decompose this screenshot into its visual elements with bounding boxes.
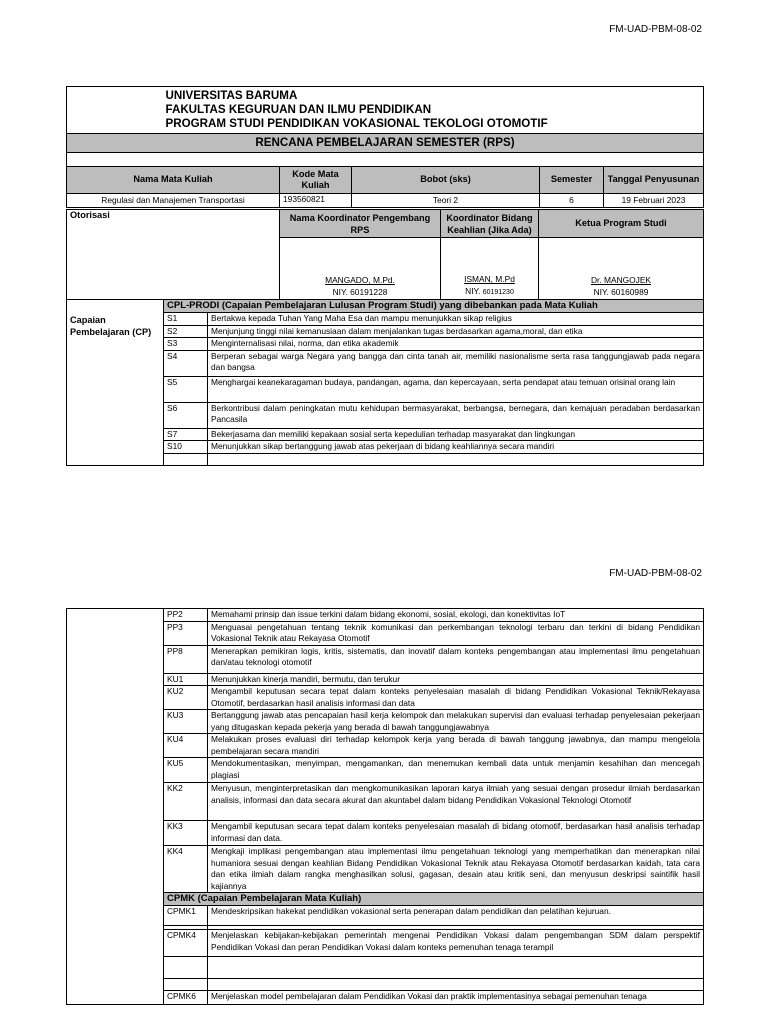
course-weight: Teori 2 bbox=[352, 194, 540, 208]
niy-label: NIY. bbox=[593, 286, 609, 297]
cp-table-continued bbox=[66, 608, 704, 1005]
role-program-head: Ketua Program Studi bbox=[539, 210, 704, 238]
cpl-prodi-header: CPL-PRODI (Capaian Pembelajaran Lulusan Program Studi) yang dibebankan pada Mata Kuliah bbox=[164, 300, 704, 313]
cp-text: Menunjukkan sikap bertanggung jawab atas pekerjaan di bidang keahliannya secara mandiri bbox=[208, 441, 704, 454]
cp-text: Bertanggung jawab atas pencapaian hasil kerja kelompok dan melakukan supervisi dan evaluasi terhadap penyelesaian pekerjaan yang ditugaskan kepada pekerja yang berada di bawah tanggungjawabnya bbox=[208, 710, 704, 734]
cpmk-text: Menjelaskan kebijakan-kebijakan pemerintah mengenai Pendidikan Vokasi dalam pengembangan SDM dalam perspektif Pendidikan Vokasi dan peran Pendidikan Vokasi dalam konteks pemenuhan tenaga terampil bbox=[208, 930, 704, 957]
cp-code: KK2 bbox=[164, 783, 208, 821]
document-code: FM-UAD-PBM-08-02 bbox=[609, 24, 702, 35]
cp-text: Menginternalisasi nilai, norma, dan etika akademik bbox=[208, 338, 704, 351]
program-name: PROGRAM STUDI PENDIDIKAN VOKASIONAL TEKOLOGI OTOMOTIF bbox=[165, 117, 548, 130]
cp-code: PP8 bbox=[164, 645, 208, 673]
cp-code: KK3 bbox=[164, 821, 208, 846]
cpmk-header: CPMK (Capaian Pembelajaran Mata Kuliah) bbox=[164, 893, 704, 906]
cp-code: KU5 bbox=[164, 758, 208, 783]
cp-code: S5 bbox=[164, 376, 208, 402]
signature-rps-coordinator bbox=[280, 238, 441, 300]
document-title: RENCANA PEMBELAJARAN SEMESTER (RPS) bbox=[67, 134, 704, 153]
signature-field-coordinator bbox=[441, 238, 539, 300]
cp-code: S2 bbox=[164, 325, 208, 338]
authorization-role-row bbox=[67, 210, 704, 238]
cp-text: Mengkaji implikasi pengembangan atau implementasi ilmu pengetahuan teknologi yang memperhatikan dan menerapkan nilai humaniora sesuai dengan keahlian Bidang Pendidikan Vokasional Teknik atau Rekayasa Otomotif berdasarkan kaidah, tata cara dan etika ilmiah dalam rangka menghasilkan solusi, gagasan, desain atau kritik seni, dan menyusun deskripsi saintifik hasil kajiannya bbox=[208, 846, 704, 893]
signer-name: MANGADO, M.Pd. bbox=[325, 275, 395, 285]
cp-text: Menghargai keanekaragaman budaya, pandangan, agama, dan kepercayaan, serta pendapat atau temuan orisinal orang lain bbox=[208, 376, 704, 402]
course-info-table bbox=[66, 166, 704, 208]
cp-code: PP3 bbox=[164, 621, 208, 645]
cp-text: Menyusun, menginterpretasikan dan mengkomunikasikan laporan karya ilmiah yang sesuai dengan prosedur ilmiah berdasarkan analisis, informasi dan data secara akurat dan akuntabel dalam bidang Pendidikan Vokasional Teknologi Otomotif bbox=[208, 783, 704, 821]
cp-label: Capaian Pembelajaran (CP) bbox=[67, 300, 164, 466]
cp-table bbox=[66, 299, 704, 466]
cp-label-continued bbox=[67, 609, 164, 1005]
niy-number: 60160989 bbox=[611, 286, 649, 297]
header-date: Tanggal Penyusunan bbox=[604, 167, 704, 194]
role-rps-coordinator: Nama Koordinator Pengembang RPS bbox=[280, 210, 441, 238]
header-weight: Bobot (sks) bbox=[352, 167, 540, 194]
cp-code: KK4 bbox=[164, 846, 208, 893]
cp-code: S6 bbox=[164, 402, 208, 428]
authorization-table bbox=[66, 209, 704, 300]
faculty-name: FAKULTAS KEGURUAN DAN ILMU PENDIDIKAN bbox=[165, 103, 432, 116]
cp-text: Memahami prinsip dan issue terkini dalam bidang ekonomi, sosial, ekologi, dan konektivitas IoT bbox=[208, 609, 704, 622]
header-semester: Semester bbox=[540, 167, 604, 194]
cpmk-code: CPMK1 bbox=[164, 906, 208, 926]
spacer-row bbox=[67, 153, 704, 167]
authorization-label: Otorisasi bbox=[67, 210, 280, 300]
signer-name: ISMAN, M.Pd bbox=[464, 274, 515, 284]
role-field-coordinator: Koordinator Bidang Keahlian (Jika Ada) bbox=[441, 210, 539, 238]
cp-text: Melakukan proses evaluasi diri terhadap kelompok kerja yang berada di bawah tanggung jawabnya, dan mampu mengelola pembelajaran secara mandiri bbox=[208, 734, 704, 758]
cp-code: KU3 bbox=[164, 710, 208, 734]
cp-row bbox=[67, 609, 704, 622]
cp-text: Menguasai pengetahuan tentang teknik komunikasi dan perkembangan teknologi terbaru dan terkini di bidang Pendidikan Vokasional Teknik atau Rekayasa Otomotif bbox=[208, 621, 704, 645]
cp-text: Menjunjung tinggi nilai kemanusiaan dalam menjalankan tugas berdasarkan agama,moral, dan etika bbox=[208, 325, 704, 338]
course-header-row bbox=[67, 167, 704, 194]
document-code-page2: FM-UAD-PBM-08-02 bbox=[609, 568, 702, 579]
course-name: Regulasi dan Manajemen Transportasi bbox=[67, 194, 280, 208]
university-block bbox=[67, 87, 704, 134]
cp-code: S1 bbox=[164, 313, 208, 326]
signature-program-head bbox=[539, 238, 704, 300]
cp-text: Berperan sebagai warga Negara yang bangga dan cinta tanah air, memiliki nasionalisme serta rasa tanggungjawab pada negara dan bangsa bbox=[208, 350, 704, 376]
course-date: 19 Februari 2023 bbox=[604, 194, 704, 208]
cp-code: KU2 bbox=[164, 686, 208, 710]
rps-header-table bbox=[66, 86, 704, 167]
cpmk-text: Menjelaskan model pembelajaran dalam Pendidikan Vokasi dan praktik implementasinya sebagai pemenuhan tenaga bbox=[208, 991, 704, 1005]
university-name: UNIVERSITAS BARUMA bbox=[165, 89, 298, 102]
header-course-code: Kode Mata Kuliah bbox=[280, 167, 352, 194]
cp-text: Berkontribusi dalam peningkatan mutu kehidupan bermasyarakat, berbangsa, bernegara, dan kemajuan peradaban berdasarkan Pancasila bbox=[208, 402, 704, 428]
cpmk-code: CPMK6 bbox=[164, 991, 208, 1005]
cp-text: Mengambil keputusan secara tepat dalam konteks penyelesaian masalah di bidang Pendidikan Vokasional Teknik/Rekayasa Otomotif, berdasarkan hasil analisis informasi dan data bbox=[208, 686, 704, 710]
cp-text: Menerapkan pemikiran logis, kritis, sistematis, dan inovatif dalam konteks pengembangan atau implementasi ilmu pengetahuan dan/atau teknologi otomotif bbox=[208, 645, 704, 673]
cp-text: Bertakwa kepada Tuhan Yang Maha Esa dan mampu menunjukkan sikap religius bbox=[208, 313, 704, 326]
cp-text: Bekerjasama dan memiliki kepakaan sosial serta kepedulian terhadap masyarakat dan lingkungan bbox=[208, 428, 704, 441]
niy-number: 60191228 bbox=[350, 286, 388, 297]
cp-text: Menunjukkan kinerja mandiri, bermutu, dan terukur bbox=[208, 673, 704, 686]
cp-code: S7 bbox=[164, 428, 208, 441]
course-code: 193560821 bbox=[280, 194, 352, 208]
cp-code: KU4 bbox=[164, 734, 208, 758]
cp-code: S10 bbox=[164, 441, 208, 454]
cp-code: KU1 bbox=[164, 673, 208, 686]
cp-text: Mengambil keputusan secara tepat dalam konteks penyelesaian masalah di bidang otomotif, berdasarkan hasil analisis terhadap informasi dan data. bbox=[208, 821, 704, 846]
signer-name: Dr. MANGOJEK bbox=[590, 275, 652, 285]
niy-label: NIY. bbox=[465, 285, 481, 296]
course-value-row bbox=[67, 194, 704, 208]
course-semester: 6 bbox=[540, 194, 604, 208]
cpmk-code: CPMK4 bbox=[164, 930, 208, 957]
cp-code: PP2 bbox=[164, 609, 208, 622]
header-course-name: Nama Mata Kuliah bbox=[67, 167, 280, 194]
cp-code: S3 bbox=[164, 338, 208, 351]
cp-code: S4 bbox=[164, 350, 208, 376]
niy-number: 60191230 bbox=[482, 288, 514, 296]
cpmk-text: Mendeskripsikan hakekat pendidikan vokasional serta penerapan dalam pendidikan dan pelatihan kejuruan. bbox=[208, 906, 704, 926]
niy-label: NIY. bbox=[332, 286, 348, 297]
cp-text: Mendokumentasikan, menyimpan, mengamankan, dan menemukan kembali data untuk menjamin kesahihan dan mencegah plagiasi bbox=[208, 758, 704, 783]
